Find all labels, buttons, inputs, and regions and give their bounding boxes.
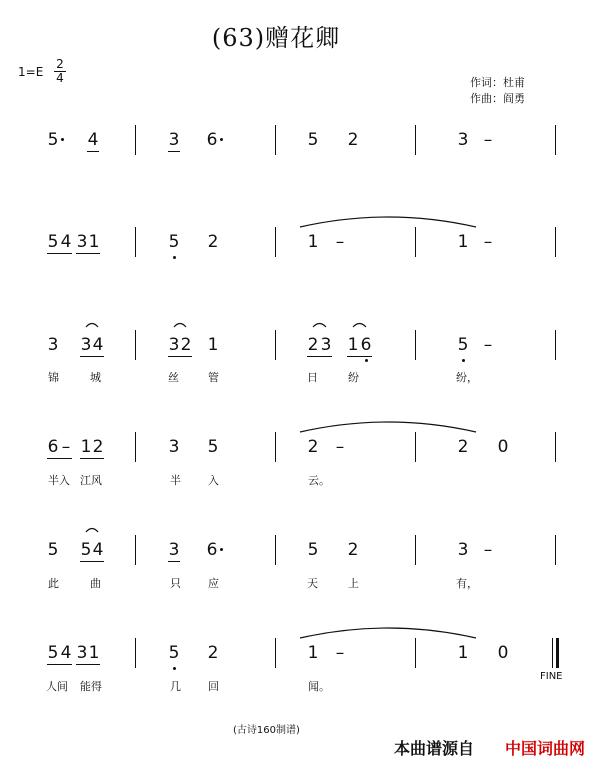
- note: 0: [497, 643, 509, 663]
- underline: [168, 356, 192, 357]
- note: 0: [497, 437, 509, 457]
- note: –: [335, 437, 345, 457]
- note: 5: [207, 437, 219, 457]
- slur: [300, 217, 476, 227]
- underline: [47, 253, 72, 254]
- lyric-syllable: 人间: [46, 680, 68, 693]
- note: 4: [60, 643, 72, 663]
- barline: [415, 535, 416, 565]
- lyric-syllable: 回: [208, 680, 219, 693]
- note: 5: [307, 540, 319, 560]
- slur: [353, 324, 366, 328]
- note: 1: [88, 643, 100, 663]
- note: 1: [80, 437, 92, 457]
- final-barline-thin: [552, 638, 553, 668]
- note: 1: [347, 335, 359, 355]
- barline: [415, 432, 416, 462]
- lyric-syllable: 半入: [48, 474, 70, 487]
- lyric-syllable: 入: [208, 474, 219, 487]
- note: 5: [168, 232, 180, 252]
- barline: [555, 535, 556, 565]
- note: 4: [87, 130, 99, 150]
- barline: [415, 125, 416, 155]
- final-barline-thick: [556, 638, 559, 668]
- barline: [275, 227, 276, 257]
- note: 2: [180, 335, 192, 355]
- barline: [135, 330, 136, 360]
- lyric-syllable: 天: [307, 577, 318, 590]
- lyric-syllable: 上: [348, 577, 359, 590]
- note: 3: [168, 540, 180, 560]
- note: 6: [47, 437, 59, 457]
- lyric-syllable: 半: [170, 474, 181, 487]
- underline: [76, 253, 100, 254]
- slur: [174, 324, 186, 328]
- underline: [47, 458, 72, 459]
- note: –: [335, 643, 345, 663]
- note: 1: [207, 335, 219, 355]
- note: 5: [47, 232, 59, 252]
- augmentation-dot: [220, 138, 223, 141]
- barline: [415, 330, 416, 360]
- barline: [415, 227, 416, 257]
- note: 3: [80, 335, 92, 355]
- note: 1: [307, 232, 319, 252]
- barline: [555, 227, 556, 257]
- lyric-syllable: 云。: [308, 474, 330, 487]
- underline: [76, 664, 100, 665]
- note: 2: [307, 335, 319, 355]
- note: 5: [307, 130, 319, 150]
- song-title: (63)赠花卿: [211, 24, 341, 52]
- source-label: 本曲谱源自: [394, 739, 475, 758]
- source-site: 中国词曲网: [505, 739, 586, 758]
- note: –: [335, 232, 345, 252]
- note: 2: [92, 437, 104, 457]
- note: 2: [207, 643, 219, 663]
- note: 5: [47, 643, 59, 663]
- low-octave-dot: [173, 667, 176, 670]
- barline: [275, 638, 276, 668]
- low-octave-dot: [173, 256, 176, 259]
- note: 3: [320, 335, 332, 355]
- lyricist-credit: 作词：杜甫: [470, 76, 525, 89]
- low-octave-dot: [365, 359, 368, 362]
- note: 6: [360, 335, 372, 355]
- barline: [135, 227, 136, 257]
- barline: [275, 330, 276, 360]
- note: 6: [206, 130, 218, 150]
- key-signature: 1=E: [18, 65, 44, 79]
- lyric-syllable: 纷，: [456, 371, 478, 384]
- underline: [347, 356, 372, 357]
- lyric-syllable: 曲: [90, 577, 101, 590]
- note: 5: [80, 540, 92, 560]
- note: 3: [457, 540, 469, 560]
- barline: [275, 432, 276, 462]
- lyric-syllable: 城: [90, 371, 101, 384]
- augmentation-dot: [220, 548, 223, 551]
- lyric-syllable: 锦: [48, 371, 59, 384]
- lyric-syllable: 几: [170, 680, 181, 693]
- note: 3: [47, 335, 59, 355]
- barline: [135, 432, 136, 462]
- lyric-syllable: 能得: [80, 680, 102, 693]
- barline: [555, 125, 556, 155]
- underline: [168, 561, 180, 562]
- lyric-syllable: 应: [208, 577, 219, 590]
- note: 2: [457, 437, 469, 457]
- note: 1: [88, 232, 100, 252]
- note: 4: [92, 540, 104, 560]
- note: 3: [76, 643, 88, 663]
- underline: [47, 664, 72, 665]
- note: –: [483, 130, 493, 150]
- note: 2: [347, 130, 359, 150]
- note: –: [483, 540, 493, 560]
- note: 2: [307, 437, 319, 457]
- note: 5: [168, 643, 180, 663]
- note: 2: [347, 540, 359, 560]
- slur: [300, 422, 476, 432]
- note: 5: [457, 335, 469, 355]
- note: 3: [76, 232, 88, 252]
- note: –: [483, 335, 493, 355]
- barline: [135, 638, 136, 668]
- note: 5: [47, 540, 59, 560]
- lyric-syllable: 日: [307, 371, 318, 384]
- augmentation-dot: [61, 138, 64, 141]
- fine-mark: FINE: [540, 671, 563, 682]
- barline: [275, 535, 276, 565]
- underline: [307, 356, 332, 357]
- underline: [80, 356, 104, 357]
- lyric-syllable: 纷: [348, 371, 359, 384]
- underline: [80, 561, 104, 562]
- note: 5: [47, 130, 59, 150]
- lyric-syllable: 有，: [456, 577, 478, 590]
- lyric-syllable: 闻。: [308, 680, 330, 693]
- lyric-syllable: 管: [208, 371, 219, 384]
- lyric-syllable: 江风: [80, 474, 102, 487]
- barline: [555, 432, 556, 462]
- time-denominator: 4: [56, 71, 64, 85]
- underline: [80, 458, 104, 459]
- note: 3: [457, 130, 469, 150]
- footer-note: (古诗160制谱): [233, 725, 300, 736]
- barline: [275, 125, 276, 155]
- slur: [313, 324, 326, 328]
- barline: [555, 330, 556, 360]
- time-signature: [54, 58, 66, 85]
- slur: [86, 529, 98, 533]
- lyric-syllable: 只: [170, 577, 181, 590]
- note: 1: [307, 643, 319, 663]
- underline: [168, 151, 180, 152]
- note: 6: [206, 540, 218, 560]
- barline: [135, 125, 136, 155]
- slur: [300, 628, 476, 638]
- note: 3: [168, 437, 180, 457]
- note: 1: [457, 232, 469, 252]
- lyric-syllable: 此: [48, 577, 59, 590]
- low-octave-dot: [462, 359, 465, 362]
- note: 3: [168, 335, 180, 355]
- note: –: [61, 437, 71, 457]
- lyric-syllable: 丝: [168, 371, 179, 384]
- slur: [86, 324, 98, 328]
- note: 4: [92, 335, 104, 355]
- barline: [135, 535, 136, 565]
- note: 4: [60, 232, 72, 252]
- note: 2: [207, 232, 219, 252]
- time-numerator: 2: [54, 58, 66, 72]
- underline: [87, 151, 99, 152]
- note: –: [483, 232, 493, 252]
- barline: [415, 638, 416, 668]
- composer-credit: 作曲：阎勇: [470, 92, 525, 105]
- note: 3: [168, 130, 180, 150]
- note: 1: [457, 643, 469, 663]
